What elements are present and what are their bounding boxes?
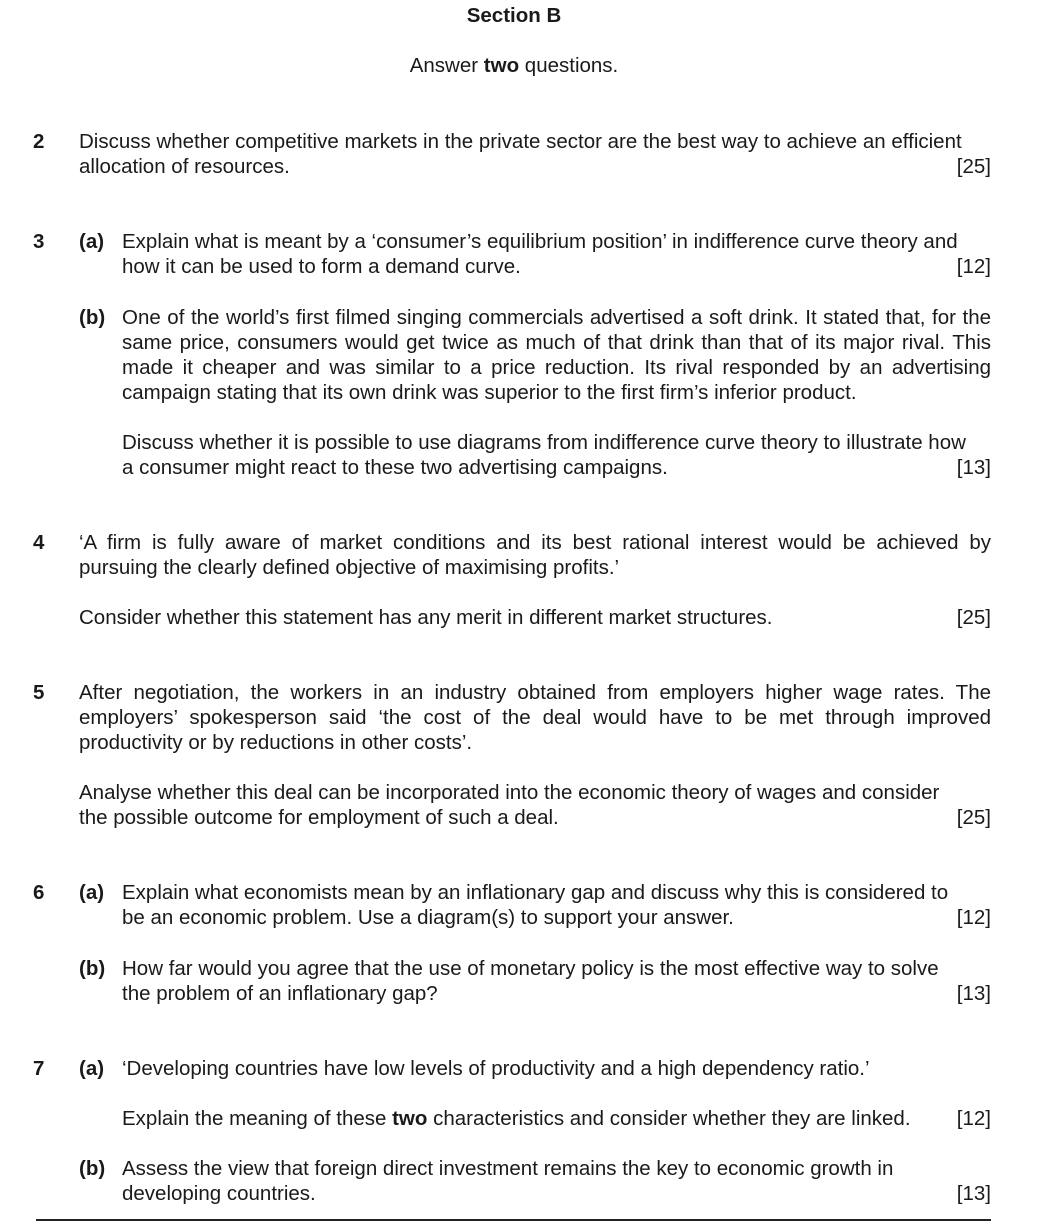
part-label: (b)	[79, 306, 106, 329]
question-number: 4	[33, 531, 45, 554]
marks: [13]	[956, 982, 991, 1005]
question-line-emphasis: two	[392, 1107, 428, 1130]
part-b-text	[122, 305, 991, 480]
instruction	[0, 54, 1028, 78]
marks: [25]	[956, 806, 991, 829]
marks: [12]	[956, 1107, 991, 1130]
part-label: (b)	[79, 1157, 106, 1180]
question-line: developing countries.	[122, 1182, 316, 1205]
question-line: How far would you agree that the use of monetary policy is the most effective way to solve	[122, 957, 939, 980]
part-b-text	[122, 1156, 991, 1206]
question-line: how it can be used to form a demand curve.	[122, 255, 521, 278]
question-paragraph: One of the world’s first filmed singing commercials advertised a soft drink. It stated that, for the same price, consumers would get twice as much of that drink than that of its major rival. This made it cheaper and was similar to a price reduction. Its rival responded by an advertising campaign stating that its own drink was superior to the first firm’s inferior product.	[122, 306, 991, 404]
part-label: (a)	[79, 230, 105, 253]
instruction-prefix: Answer	[409, 54, 484, 77]
question-line-with-mark	[79, 805, 991, 830]
question-paragraph: ‘A firm is fully aware of market conditions and its best rational interest would be achieved by pursuing the clearly defined objective of maximising profits.’	[79, 531, 991, 579]
part-b-text	[122, 956, 991, 1006]
part-a-text	[122, 1056, 991, 1131]
question-text	[79, 530, 991, 630]
question-number: 5	[33, 681, 45, 704]
question-line-with-mark	[122, 254, 991, 279]
question-text	[79, 129, 991, 179]
question-paragraph: After negotiation, the workers in an industry obtained from employers higher wage rates. The employers’ spokesperson said ‘the cost of the deal would have to be met through improved productivity or by reductions in other costs’.	[79, 681, 991, 754]
question-line-with-mark	[122, 1106, 991, 1131]
question-line-with-mark	[79, 605, 991, 630]
marks: [12]	[956, 255, 991, 278]
marks: [13]	[956, 1182, 991, 1205]
part-a-text	[122, 880, 991, 930]
question-number: 2	[33, 130, 45, 153]
question-number: 7	[33, 1057, 45, 1080]
question-line-prefix: Explain the meaning of these	[122, 1107, 393, 1130]
question-line: a consumer might react to these two advertising campaigns.	[122, 456, 668, 479]
question-line: Discuss whether it is possible to use diagrams from indifference curve theory to illustrate how	[122, 431, 966, 454]
question-number: 3	[33, 230, 45, 253]
question-line: allocation of resources.	[79, 155, 290, 178]
part-a-text	[122, 229, 991, 279]
question-line: Assess the view that foreign direct investment remains the key to economic growth in	[122, 1157, 894, 1180]
question-line: Discuss whether competitive markets in the private sector are the best way to achieve an efficient	[79, 130, 962, 153]
instruction-suffix: questions.	[519, 54, 619, 77]
question-quote: ‘Developing countries have low levels of productivity and a high dependency ratio.’	[122, 1057, 870, 1080]
section-title: Section B	[466, 4, 562, 27]
question-line-with-mark	[122, 905, 991, 930]
instruction-emphasis: two	[483, 54, 520, 77]
marks: [25]	[956, 155, 991, 178]
question-line-with-mark	[79, 154, 991, 179]
question-number: 6	[33, 881, 45, 904]
question-line-with-mark	[122, 455, 991, 480]
question-line-with-mark	[122, 1181, 991, 1206]
part-label: (b)	[79, 957, 106, 980]
question-line: the problem of an inflationary gap?	[122, 982, 438, 1005]
question-line-suffix: characteristics and consider whether they are linked.	[427, 1107, 911, 1130]
question-line: be an economic problem. Use a diagram(s) to support your answer.	[122, 906, 734, 929]
bottom-rule	[36, 1219, 991, 1221]
question-line	[122, 1107, 911, 1130]
part-label: (a)	[79, 1057, 105, 1080]
marks: [12]	[956, 906, 991, 929]
marks: [13]	[956, 456, 991, 479]
part-label: (a)	[79, 881, 105, 904]
question-line-with-mark	[122, 981, 991, 1006]
marks: [25]	[956, 606, 991, 629]
question-line: Explain what economists mean by an inflationary gap and discuss why this is considered to	[122, 881, 949, 904]
question-line: Explain what is meant by a ‘consumer’s equilibrium position’ in indifference curve theory and	[122, 230, 958, 253]
question-line: Consider whether this statement has any merit in different market structures.	[79, 606, 773, 629]
question-line: the possible outcome for employment of such a deal.	[79, 806, 559, 829]
question-line: Analyse whether this deal can be incorporated into the economic theory of wages and consider	[79, 781, 940, 804]
question-text	[79, 680, 991, 830]
